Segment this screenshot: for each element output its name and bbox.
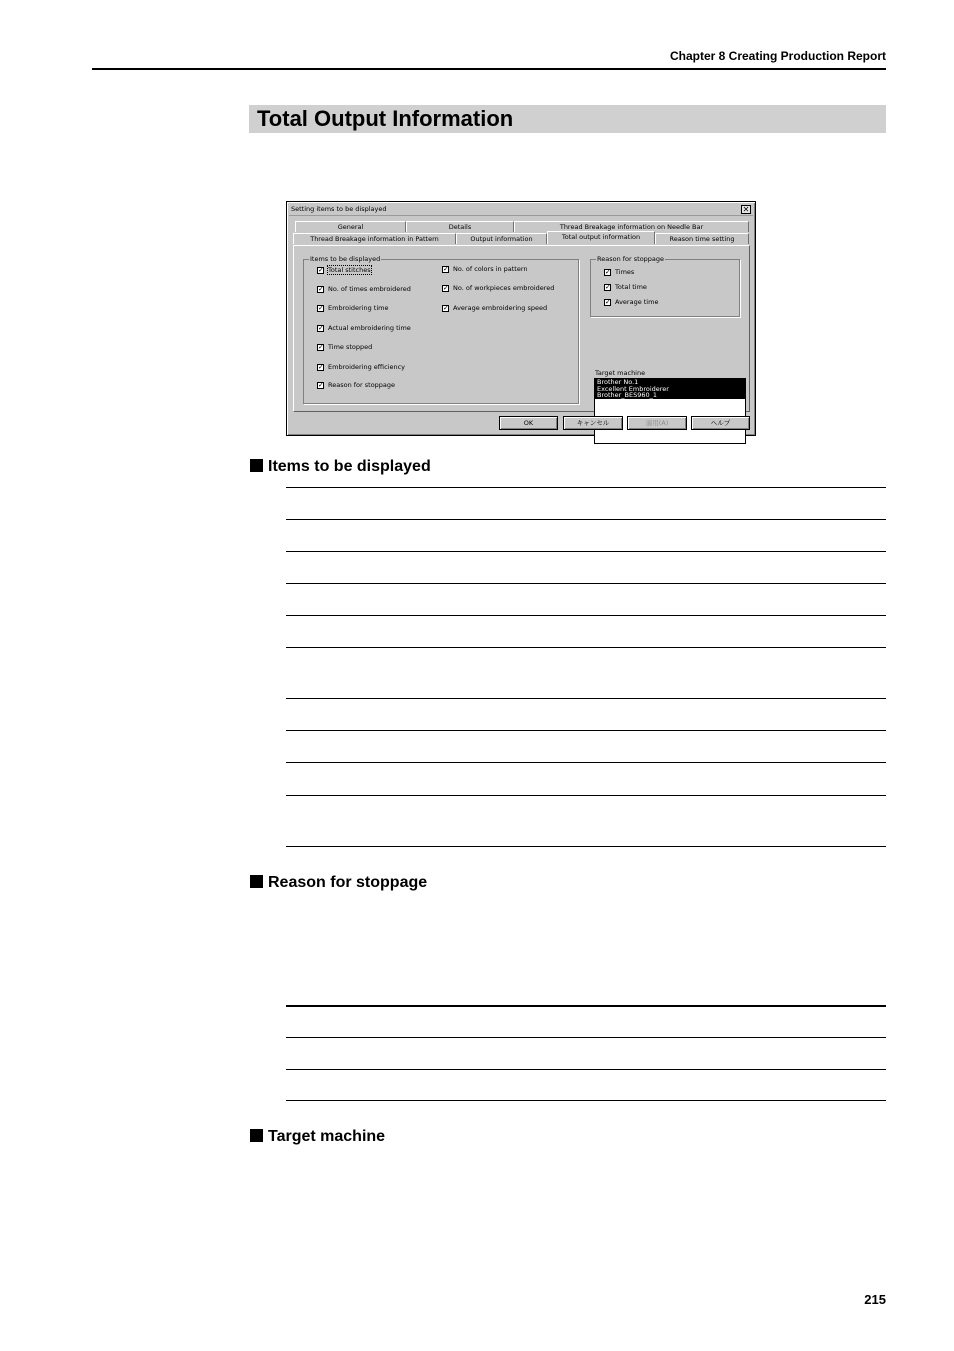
subhead-text: Reason for stoppage	[268, 874, 428, 891]
table-rule	[286, 615, 886, 616]
subhead-text: Items to be displayed	[268, 458, 431, 475]
checkbox-check-icon: ✓	[443, 284, 449, 292]
table-rule	[286, 730, 886, 731]
checkbox-check-icon: ✓	[318, 381, 324, 389]
tab-panel	[293, 245, 750, 412]
table-rule	[286, 647, 886, 648]
table-rule	[286, 698, 886, 699]
checkbox-label: Total stitches	[328, 266, 371, 274]
checkbox-label: No. of workpieces embroidered	[453, 284, 555, 292]
table-rule	[286, 487, 886, 488]
checkbox-check-icon: ✓	[318, 324, 324, 332]
subhead-text: Target machine	[268, 1128, 386, 1145]
checkbox-label: No. of colors in pattern	[453, 265, 528, 273]
checkbox-check-icon: ✓	[318, 304, 324, 312]
checkbox-check-icon: ✓	[605, 268, 611, 276]
checkbox-check-icon: ✓	[443, 304, 449, 312]
table-rule	[286, 583, 886, 584]
tab-details[interactable]: Details	[406, 221, 514, 232]
table-rule	[286, 762, 886, 763]
table-rule	[286, 1037, 886, 1038]
dialog-titlebar	[289, 204, 753, 216]
checkbox-label: Time stopped	[328, 343, 373, 351]
table-rule	[286, 1100, 886, 1101]
target-machine-listbox[interactable]	[594, 378, 746, 444]
subhead-items-to-be-displayed	[250, 457, 431, 477]
checkbox-label: Reason for stoppage	[328, 381, 396, 389]
dialog-title: Setting items to be displayed	[291, 205, 387, 213]
list-item[interactable]: Brother No.1	[595, 379, 745, 386]
checkbox-check-icon: ✓	[318, 343, 324, 351]
checkbox-average-time[interactable]	[604, 298, 658, 307]
checkbox-label: Total time	[615, 283, 647, 291]
list-item[interactable]: Excellent Embroiderer	[595, 386, 745, 393]
checkbox-embroidering-efficiency[interactable]	[317, 363, 405, 372]
table-rule	[286, 846, 886, 847]
checkbox-label: Embroidering efficiency	[328, 363, 405, 371]
checkbox-no-of-workpieces[interactable]	[442, 284, 554, 293]
checkbox-times[interactable]	[604, 268, 634, 277]
cancel-button[interactable]: キャンセル	[563, 416, 623, 430]
checkbox-label: Times	[615, 268, 635, 276]
checkbox-reason-for-stoppage[interactable]	[317, 381, 395, 390]
tab-output-information[interactable]: Output information	[456, 233, 547, 244]
tab-total-output-information[interactable]: Total output information	[547, 231, 655, 244]
target-machine-label: Target machine	[595, 369, 646, 377]
table-rule	[286, 551, 886, 552]
tab-general[interactable]: General	[295, 221, 406, 232]
square-bullet-icon	[250, 459, 263, 472]
checkbox-total-stitches[interactable]	[317, 266, 371, 275]
table-rule	[286, 519, 886, 520]
checkbox-no-of-times-embroidered[interactable]	[317, 285, 411, 294]
checkbox-time-stopped[interactable]	[317, 343, 372, 352]
checkbox-check-icon: ✓	[318, 285, 324, 293]
settings-dialog	[286, 201, 756, 436]
table-rule	[286, 1069, 886, 1070]
checkbox-actual-embroidering-time[interactable]	[317, 324, 411, 333]
checkbox-total-time[interactable]	[604, 283, 647, 292]
checkbox-no-of-colors[interactable]	[442, 265, 528, 274]
square-bullet-icon	[250, 875, 263, 888]
reason-group-label: Reason for stoppage	[597, 255, 665, 263]
checkbox-check-icon: ✓	[318, 266, 324, 274]
tab-reason-time-setting[interactable]: Reason time setting	[655, 233, 749, 244]
items-group-label: Items to be displayed	[310, 255, 381, 263]
table-rule	[286, 1005, 886, 1007]
checkbox-average-embroidering-speed[interactable]	[442, 304, 547, 313]
page-number: 215	[864, 1292, 886, 1307]
checkbox-embroidering-time[interactable]	[317, 304, 388, 313]
close-icon[interactable]: ✕	[742, 205, 750, 214]
square-bullet-icon	[250, 1129, 263, 1142]
checkbox-label: Actual embroidering time	[328, 324, 411, 332]
checkbox-check-icon: ✓	[605, 298, 611, 306]
tab-thread-breakage-needle-bar[interactable]: Thread Breakage information on Needle Bar	[514, 221, 749, 232]
subhead-reason-for-stoppage	[250, 873, 427, 893]
running-head: Chapter 8 Creating Production Report	[669, 49, 886, 63]
checkbox-label: Average embroidering speed	[453, 304, 548, 312]
ok-button[interactable]: OK	[499, 416, 558, 430]
section-title: Total Output Information	[249, 105, 886, 133]
checkbox-check-icon: ✓	[318, 363, 324, 371]
header-rule	[92, 68, 886, 70]
apply-button[interactable]: 適用(A)	[627, 416, 687, 430]
table-rule	[286, 795, 886, 796]
tab-thread-breakage-pattern[interactable]: Thread Breakage information in Pattern	[293, 233, 456, 244]
checkbox-label: No. of times embroidered	[328, 285, 411, 293]
subhead-target-machine	[250, 1127, 385, 1147]
help-button[interactable]: ヘルプ	[691, 416, 750, 430]
list-item[interactable]: Brother_BES960_1	[595, 392, 745, 399]
checkbox-label: Average time	[615, 298, 659, 306]
checkbox-check-icon: ✓	[605, 283, 611, 291]
checkbox-label: Embroidering time	[328, 304, 389, 312]
checkbox-check-icon: ✓	[443, 265, 449, 273]
